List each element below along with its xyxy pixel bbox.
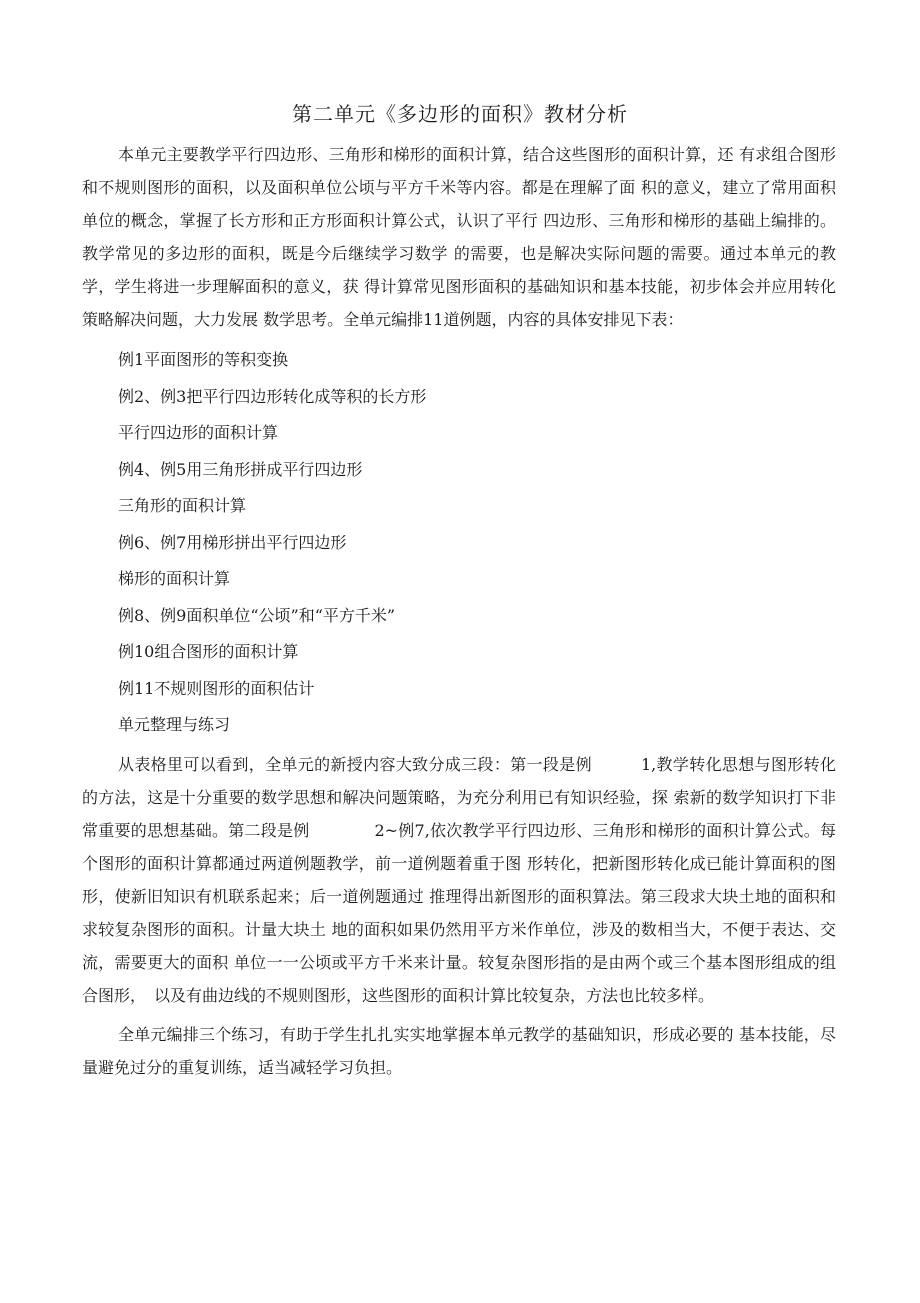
list-item: 例1平面图形的等积变换 [118, 350, 289, 369]
document-title: 第二单元《多边形的面积》教材分析 [292, 102, 628, 126]
example-list [82, 342, 836, 744]
document-body [82, 138, 836, 1084]
list-item: 单元整理与练习 [118, 715, 231, 734]
list-item: 例8、例9面积单位“公顷”和“平方千米” [118, 605, 396, 625]
list-item: 例6、例7用梯形拼出平行四边形 [118, 532, 347, 552]
list-item: 梯形的面积计算 [118, 569, 231, 588]
list-item: 例2、例3把平行四边形转化成等积的长方形 [118, 386, 427, 406]
list-item: 平行四边形的面积计算 [118, 423, 279, 442]
list-item: 例10组合图形的面积计算 [118, 642, 299, 661]
list-item: 例11不规则图形的面积估计 [118, 678, 315, 698]
list-item: 三角形的面积计算 [118, 496, 247, 515]
analysis-paragraph: 从表格里可以看到，全单元的新授内容大致分成三段：第一段是例 1,教学转化思想与图形转化的方法，这是十分重要的数学思想和解决问题策略，为充分利用已有知识经验，探 索新的数学知识打下非常重要的思想基础。第二段是例 2~例7,依次教学平行四边形、三角形和梯形的面积计算公式。每个图形的面积计算都通过两道例题教学，前一道例题着重于图 形转化，把新图形转化成已能计算面积的图形，使新旧知识有机联系起来；后一道例题通过 推理得出新图形的面积算法。第三段求大块土地的面积和求较复杂图形的面积。计量大块土 地的面积如果仍然用平方米作单位，涉及的数相当大，不便于表达、交流，需要更大的面积 单位一一公顷或平方千米来计量。较复杂图形指的是由两个或三个基本图形组成的组合图形， 以及有曲边线的不规则图形，这些图形的面积计算比较复杂，方法也比较多样。 [82, 754, 836, 1005]
intro-paragraph: 本单元主要教学平行四边形、三角形和梯形的面积计算，结合这些图形的面积计算，还 有求组合图形和不规则图形的面积，以及面积单位公顷与平方千米等内容。都是在理解了面 积的意义，建立了常用面积单位的概念，掌握了长方形和正方形面积计算公式，认识了平行 四边形、三角形和梯形的基础上编排的。教学常见的多边形的面积，既是今后继续学习数学 的需要，也是解决实际问题的需要。通过本单元的教学，学生将进一步理解面积的意义，获 得计算常见图形面积的基础知识和基本技能，初步体会并应用转化策略解决问题，大力发展 数学思考。全单元编排11道例题，内容的具体安排见下表： [82, 145, 836, 329]
list-item: 例4、例5用三角形拼成平行四边形 [118, 459, 363, 479]
practice-paragraph: 全单元编排三个练习，有助于学生扎扎实实地掌握本单元教学的基础知识，形成必要的 基本技能，尽量避免过分的重复训练，适当减轻学习负担。 [82, 1024, 836, 1077]
